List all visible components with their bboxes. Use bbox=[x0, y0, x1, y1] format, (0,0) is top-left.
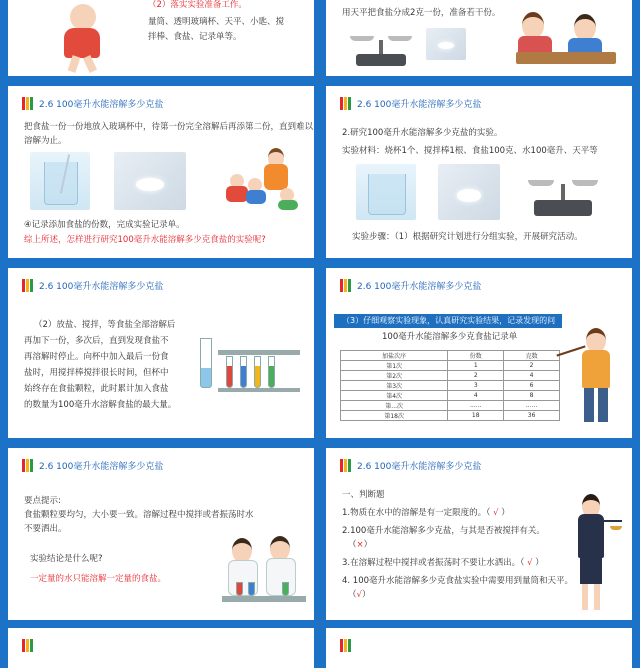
table-cell: 18 bbox=[448, 411, 504, 421]
table-row bbox=[341, 391, 560, 401]
procedure-line-1: （2）放盐、搅拌，等食盐全部溶解后 bbox=[34, 320, 176, 330]
books-icon bbox=[22, 97, 33, 110]
quiz-answer-2: （×） bbox=[348, 540, 373, 550]
books-icon bbox=[340, 639, 351, 652]
slide-header bbox=[22, 636, 39, 654]
paren-close: ） bbox=[361, 590, 371, 600]
procedure-line-4: 盐时，用搅拌棒搅拌很长时间，但杯中 bbox=[24, 368, 169, 378]
tips-line-2: 不要洒出。 bbox=[24, 524, 67, 534]
table-row bbox=[341, 361, 560, 371]
slide-2[interactable] bbox=[326, 0, 632, 76]
test-tubes-image bbox=[196, 338, 306, 394]
step-text: （2）落实实验准备工作。 bbox=[148, 0, 247, 10]
slide-7[interactable] bbox=[8, 448, 314, 620]
table-cell: ...... bbox=[448, 401, 504, 411]
answer-mark: √ bbox=[493, 508, 499, 518]
table-cell: 第2次 bbox=[341, 371, 448, 381]
record-table bbox=[340, 350, 560, 421]
table-cell: 3 bbox=[448, 381, 504, 391]
tips-line-1: 食盐颗粒要均匀，大小要一致。溶解过程中搅拌或者振荡时水 bbox=[24, 510, 254, 520]
slide-title: 2.6 100毫升水能溶解多少克盐 bbox=[39, 281, 164, 292]
slide-title: 2.6 100毫升水能溶解多少克盐 bbox=[357, 281, 482, 292]
paren-close: ） bbox=[363, 540, 373, 550]
table-cell: 第18次 bbox=[341, 411, 448, 421]
slide-header bbox=[340, 636, 357, 654]
summary-question: 综上所述，怎样进行研究100毫升水能溶解多少克食盐的实验呢? bbox=[24, 235, 266, 245]
slide-8[interactable] bbox=[326, 448, 632, 620]
conclusion-answer: 一定量的水只能溶解一定量的食盐。 bbox=[30, 574, 167, 584]
table-header-row bbox=[341, 351, 560, 361]
cartoon-child-image bbox=[56, 0, 112, 72]
slide-6[interactable] bbox=[326, 268, 632, 438]
slide-title: 2.6 100毫升水能溶解多少克盐 bbox=[357, 99, 482, 110]
table-cell: 36 bbox=[504, 411, 560, 421]
students-cartoon-image bbox=[516, 2, 620, 68]
table-cell: 4 bbox=[504, 371, 560, 381]
quiz-title: 一、判断题 bbox=[342, 490, 385, 500]
books-icon bbox=[340, 97, 351, 110]
procedure-line-3: 再溶解时停止。向杯中加入最后一份食 bbox=[24, 352, 169, 362]
quiz-question-4: 4. 100毫升水能溶解多少克食盐实验中需要用到量筒和天平。 bbox=[342, 576, 574, 586]
record-note: ④记录添加食盐的份数，完成实验记录单。 bbox=[24, 220, 185, 230]
answer-mark: √ bbox=[527, 558, 533, 568]
quiz-answer-4: （√） bbox=[348, 590, 371, 600]
table-row bbox=[341, 411, 560, 421]
procedure-line-6: 的数量为100毫升水溶解食盐的最大量。 bbox=[24, 400, 177, 410]
table-header-cell: 份数 bbox=[448, 351, 504, 361]
record-table-title: 100毫升水能溶解多少克食盐记录单 bbox=[382, 332, 518, 342]
table-cell: 6 bbox=[504, 381, 560, 391]
balance-instruction: 用天平把食盐分成2克一份，准备若干份。 bbox=[342, 8, 501, 18]
table-cell: 2 bbox=[504, 361, 560, 371]
slide-header bbox=[22, 94, 163, 112]
beaker-image bbox=[30, 152, 90, 210]
instruction-line-2: 溶解为止。 bbox=[24, 136, 67, 146]
quiz-question-2: 2.100毫升水能溶解多少克盐，与其是否被搅拌有关。 bbox=[342, 526, 545, 536]
books-icon bbox=[22, 279, 33, 292]
procedure-line-5: 始终存在食盐颗粒，此时累计加入食盐 bbox=[24, 384, 169, 394]
materials-line-2: 拌棒、食盐、记录单等。 bbox=[148, 32, 242, 42]
materials-text: 实验材料：烧杯1个、搅拌棒1根、食盐100克、水100毫升、天平等 bbox=[342, 146, 598, 156]
quiz-question-3 bbox=[342, 556, 544, 571]
table-cell: 1 bbox=[448, 361, 504, 371]
table-cell: 4 bbox=[448, 391, 504, 401]
table-header-cell: 克数 bbox=[504, 351, 560, 361]
salt-pile-image bbox=[438, 164, 500, 220]
slide-3[interactable] bbox=[8, 86, 314, 258]
table-row bbox=[341, 381, 560, 391]
table-cell: 第3次 bbox=[341, 381, 448, 391]
books-icon bbox=[22, 639, 33, 652]
salt-pile-image bbox=[426, 28, 466, 60]
table-cell: 第4次 bbox=[341, 391, 448, 401]
answer-mark: × bbox=[356, 540, 364, 550]
conclusion-question: 实验结论是什么呢? bbox=[30, 554, 103, 564]
slide-1[interactable] bbox=[8, 0, 314, 76]
woman-holding-scale-cartoon-image bbox=[564, 492, 624, 616]
table-cell: 第...次 bbox=[341, 401, 448, 411]
table-header-cell: 加盐次序 bbox=[341, 351, 448, 361]
slide-header bbox=[340, 94, 481, 112]
answer-mark: √ bbox=[356, 590, 362, 600]
books-icon bbox=[340, 459, 351, 472]
observation-banner: （3）仔细观察实验现象，认真研究实验结果，记录发现的问题。 bbox=[334, 314, 562, 328]
teacher-students-cartoon-image bbox=[214, 148, 304, 210]
steps-text: 实验步骤：（1）根据研究计划进行分组实验，开展研究活动。 bbox=[352, 232, 583, 242]
question-text: 1.物质在水中的溶解是有一定限度的。（ bbox=[342, 508, 491, 518]
slide-5[interactable] bbox=[8, 268, 314, 438]
table-row bbox=[341, 371, 560, 381]
paren-close: ） bbox=[535, 558, 544, 568]
question-text: 3.在溶解过程中搅拌或者振荡时不要让水洒出。（ bbox=[342, 558, 525, 568]
slide-10[interactable] bbox=[326, 628, 632, 668]
salt-pile-image bbox=[114, 152, 186, 210]
table-cell: 8 bbox=[504, 391, 560, 401]
slide-header bbox=[22, 456, 163, 474]
slide-header bbox=[22, 276, 163, 294]
slide-title: 2.6 100毫升水能溶解多少克盐 bbox=[39, 461, 164, 472]
beaker-image bbox=[356, 164, 416, 220]
table-row bbox=[341, 401, 560, 411]
materials-line-1: 量筒、透明玻璃杯、天平、小匙、搅 bbox=[148, 17, 285, 27]
instruction-line-1: 把食盐一份一份地放入玻璃杯中，待第一份完全溶解后再添第二份，直到难以 bbox=[24, 122, 314, 132]
quiz-question-1 bbox=[342, 506, 510, 521]
slide-title: 2.6 100毫升水能溶解多少克盐 bbox=[39, 99, 164, 110]
books-icon bbox=[340, 279, 351, 292]
tips-title: 要点提示: bbox=[24, 496, 61, 506]
slide-4[interactable] bbox=[326, 86, 632, 258]
paren-close: ） bbox=[501, 508, 510, 518]
books-icon bbox=[22, 459, 33, 472]
balance-scale-image bbox=[348, 28, 414, 68]
slide-header bbox=[340, 456, 481, 474]
scientists-cartoon-image bbox=[222, 532, 306, 616]
slide-9[interactable] bbox=[8, 628, 314, 668]
table-cell: 第1次 bbox=[341, 361, 448, 371]
slide-header bbox=[340, 276, 481, 294]
slide-title: 2.6 100毫升水能溶解多少克盐 bbox=[357, 461, 482, 472]
table-cell: 2 bbox=[448, 371, 504, 381]
table-cell: ...... bbox=[504, 401, 560, 411]
balance-scale-image bbox=[526, 170, 600, 220]
teacher-pointer-cartoon-image bbox=[570, 326, 622, 432]
procedure-line-2: 再加下一份，多次后，直到发现食盐不 bbox=[24, 336, 169, 346]
experiment-item: 2.研究100毫升水能溶解多少克盐的实验。 bbox=[342, 128, 503, 138]
